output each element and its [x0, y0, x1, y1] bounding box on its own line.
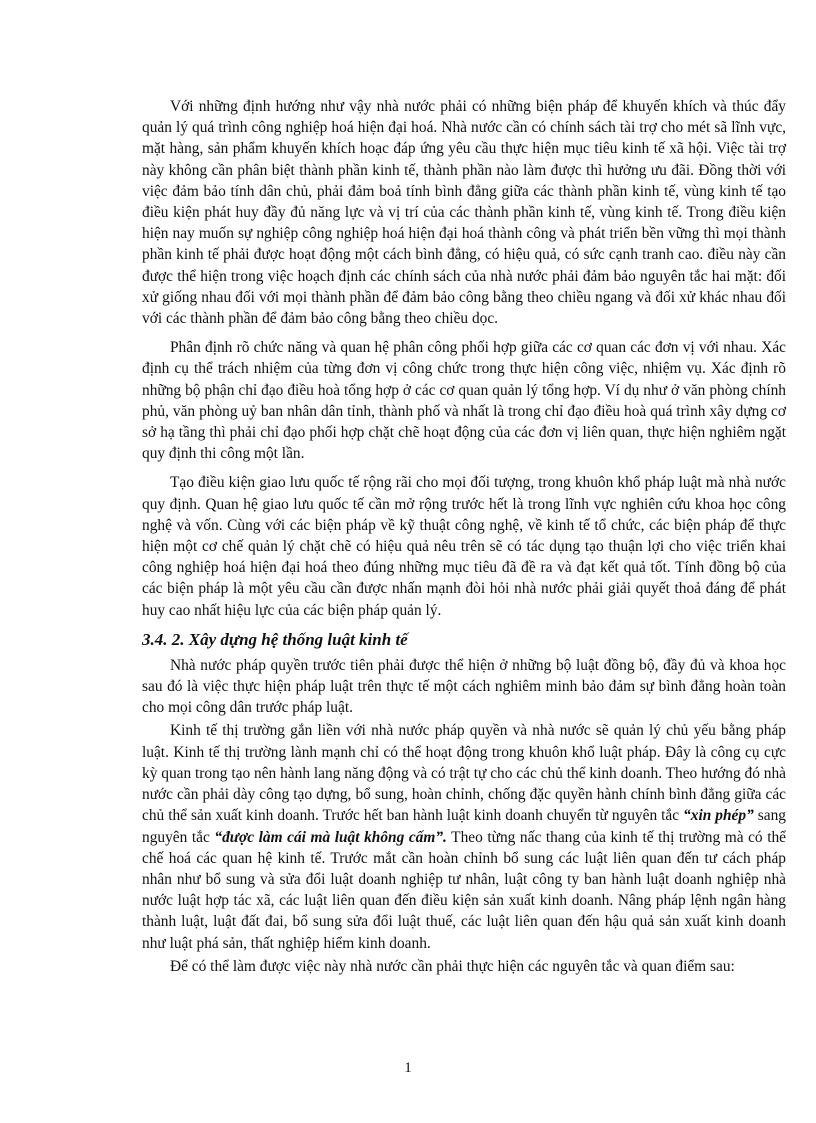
emphasis-xin-phep: “xin phép”: [683, 807, 754, 825]
document-body: [142, 96, 786, 985]
section-heading: 3.4. 2. Xây dựng hệ thống luật kinh tế: [142, 629, 408, 649]
paragraph-text: Theo từng nấc thang của kinh tế thị trường mà có thể chế hoá các quan hệ kinh tế. Trước mắt cần hoàn chỉnh bổ sung các luật liên quan đến tư cách pháp nhân như bổ sung và sửa đổi luật doanh nghiệp tư nhân, luật công ty ban hành luật doanh nghiệp nhà nước luật hợp tác xã, các luật liên quan đến điều kiện sản xuất kinh doanh. Nâng pháp lệnh ngân hàng thành luật, luật đất đai, bổ sung sửa đổi luật thuế, các luật liên quan đến hậu quả sản xuất kinh doanh như luật phá sản, thất nghiệp hiểm kinh doanh.: [142, 828, 786, 952]
emphasis-duoc-lam: “được làm cái mà luật không cấm”.: [214, 828, 447, 846]
paragraph-text: Kinh tế thị trường gắn liền với nhà nước pháp quyền và nhà nước sẽ quản lý chủ yếu bằng pháp luật. Kinh tế thị trường lành mạnh chỉ có thể hoạt động trong khuôn khổ luật pháp. Đây là công cụ cực kỳ quan trong tạo nên hành lang năng động và có trật tự cho các chủ thể kinh doanh. Theo hướng đó nhà nước cần phải dày công tạo dựng, bổ sung, hoàn chỉnh, chống đặc quyền hành chính bình đẳng giữa các chủ thể sản xuất kinh doanh. Trước hết ban hành luật kinh doanh chuyển từ nguyên tắc: [142, 722, 786, 825]
paragraph-text: sang nguyên tắc: [142, 807, 786, 846]
paragraph-market-economy-law: [142, 720, 786, 953]
paragraph-policy-measures: Với những định hướng như vậy nhà nước phải có những biện pháp để khuyến khích và thúc đẩy quản lý quá trình công nghiệp hoá hiện đại hoá. Nhà nước cần có chính sách tài trợ cho mét sã lĩnh vực, mặt hàng, sản phẩm khuyến khích hoạc đáp ứng yêu cầu thực hiện mục tiêu kinh tế xã hội. Việc tài trợ này không cần phân biệt thành phần kinh tế, thành phần nào làm được thì hưởng ưu đãi. Đồng thời với việc đảm bảo tính dân chủ, phải đảm boả tính bình đẳng giữa các thành phần kinh tế, vùng kinh tế tạo điều kiện phát huy đầy đủ năng lực và vị trí của các thành phần kinh tế, vùng kinh tế. Trong điều kiện hiện nay muốn sự nghiệp công nghiệp hoá hiện đại hoá thành công và phát triển bền vững thì mọi thành phần kinh tế phải được hoạt động một cách bình đẳng, có hiệu quả, có sức cạnh tranh cao. điều này cần được thể hiện trong việc hoạch định các chính sách của nhà nước phải đảm bảo nguyên tắc hai mặt: đối xử giống nhau đối với mọi thành phần để đảm bảo công bằng theo chiều ngang và đối xử khác nhau đối với các thành phần để đảm bảo công bằng theo chiều dọc.: [142, 98, 786, 328]
paragraph-rule-of-law: Nhà nước pháp quyền trước tiên phải được thể hiện ở những bộ luật đồng bộ, đầy đủ và khoa học sau đó là việc thực hiện pháp luật trên thực tế một cách nghiêm minh bảo đảm sự bình đẳng hoàn toàn cho mọi công dân trước pháp luật.: [142, 656, 786, 717]
page-number: 1: [404, 1060, 412, 1076]
paragraph-principles-intro: Để có thể làm được việc này nhà nước cần phải thực hiện các nguyên tắc và quan điểm sau:: [170, 957, 735, 975]
paragraph-coordination: Phân định rõ chức năng và quan hệ phân công phối hợp giữa các cơ quan các đơn vị với nhau. Xác định cụ thể trách nhiệm của từng đơn vị công chức trong thực hiện công việc, nhiệm vụ. Xác định rõ những bộ phận chỉ đạo điều hoà tổng hợp ở các cơ quan quản lý tổng hợp. Ví dụ như ở văn phòng chính phủ, văn phòng uỷ ban nhân dân tỉnh, thành phố và nhất là trong chỉ đạo điều hoà quá trình xây dựng cơ sở hạ tầng thì phải chỉ đạo phối hợp chặt chẽ hoạt động của các đơn vị liên quan, thực hiện nghiêm ngặt quy định thi công một lần.: [142, 339, 786, 463]
paragraph-international-exchange: Tạo điều kiện giao lưu quốc tế rộng rãi cho mọi đối tượng, trong khuôn khổ pháp luật mà nhà nước quy định. Quan hệ giao lưu quốc tế cần mở rộng trước hết là trong lĩnh vực nghiên cứu khoa học công nghệ và vốn. Cùng với các biện pháp về kỹ thuật công nghệ, về kinh tế tổ chức, các biện pháp để thực hiện một cơ chế quản lý chặt chẽ có hiệu quả nêu trên sẽ có tác dụng tạo thuận lợi cho việc triển khai công nghiệp hoá hiện đại hoá theo đúng những mục tiêu đã đề ra và đạt kết quả tốt. Tính đồng bộ của các biện pháp là một yêu cầu cần được nhấn mạnh đòi hỏi nhà nước phải giải quyết thoả đáng để phát huy cao nhất hiệu lực của các biện pháp quản lý.: [142, 474, 786, 619]
